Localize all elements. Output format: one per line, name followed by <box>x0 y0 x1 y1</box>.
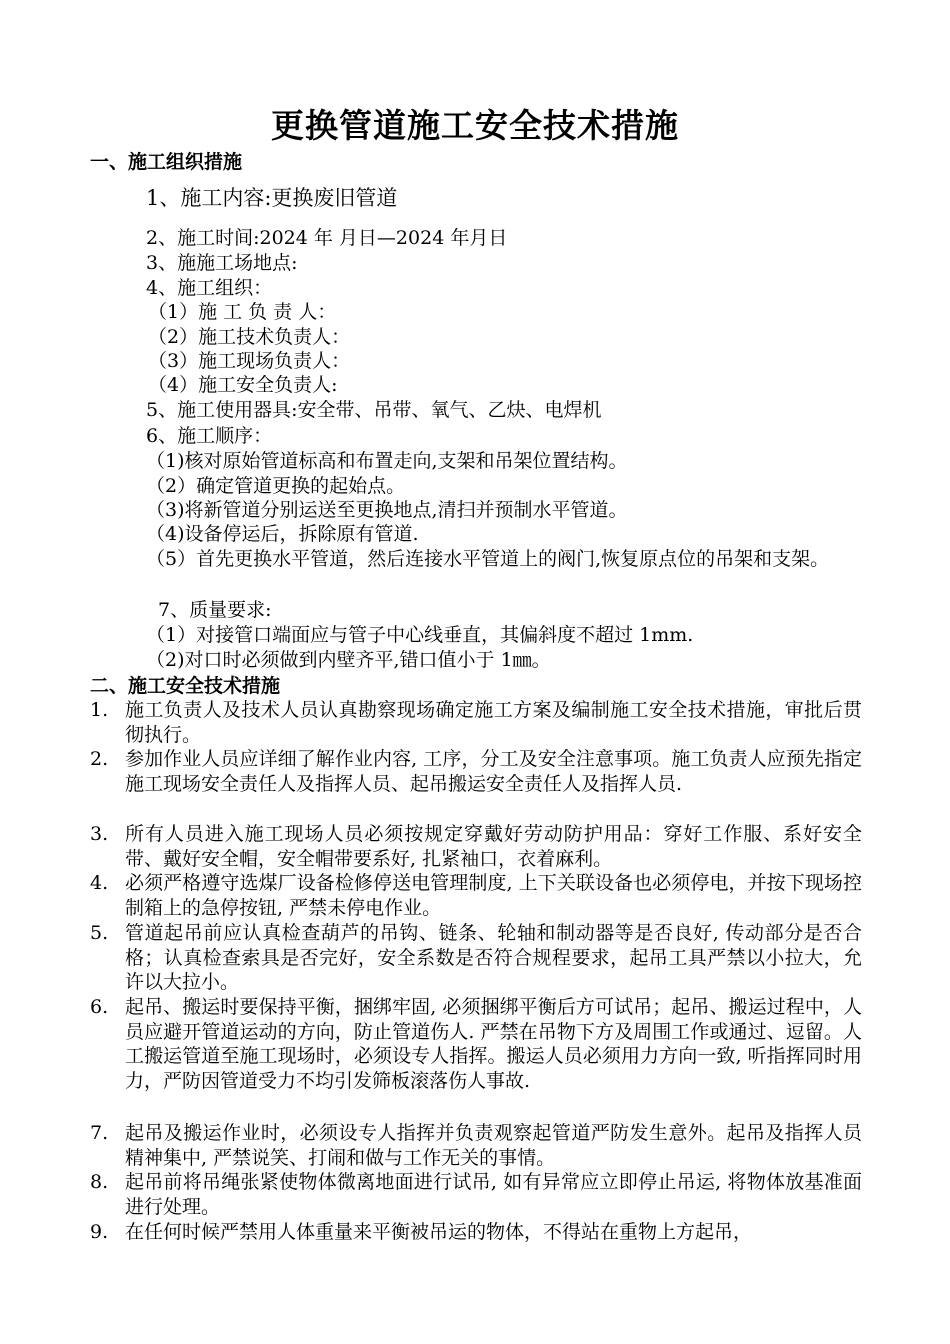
list-item-number: 7. <box>90 1122 109 1144</box>
list-item <box>90 995 862 1093</box>
section-1-line: （3）施工现场负责人： <box>148 350 351 372</box>
list-item <box>90 1170 862 1219</box>
section-1-heading: 一、施工组织措施 <box>90 151 243 173</box>
section-1-line: （4）施工安全负责人: <box>148 374 338 396</box>
section-2-heading: 二、施工安全技术措施 <box>90 675 281 697</box>
list-item <box>90 747 862 796</box>
section-1-line: 3、施施工场地点: <box>146 252 298 274</box>
list-item-number: 5. <box>90 922 109 944</box>
section-1-line: （5）首先更换水平管道，然后连接水平管道上的阀门,恢复原点位的吊架和支架。 <box>146 548 830 570</box>
section-1-line: 4、施工组织： <box>146 277 273 299</box>
section-1-line: （3)将新管道分别运送至更换地点,清扫并预制水平管道。 <box>146 499 628 521</box>
section-1-line: （1）对接管口端面应与管子中心线垂直，其偏斜度不超过 1mm. <box>146 624 694 646</box>
list-item-text: 在任何时候严禁用人体重量来平衡被吊运的物体，不得站在重物上方起吊， <box>125 1221 753 1243</box>
section-1-line: （2）确定管道更换的起始点。 <box>146 475 406 497</box>
list-item-text: 起吊、搬运时要保持平衡，捆绑牢固, 必须捆绑平衡后方可试吊；起吊、搬运过程中，人员应避开管道运动的方向，防止管道伤人. 严禁在吊物下方及周围工作或通过、逗留。人工搬运管道至施工现场时，必须设专人指挥。搬运人员必须用力方向一致, 听指挥同时用力，严防因管道受力不均引发筛板滚落伤人事故. <box>125 996 862 1092</box>
list-item <box>90 1220 862 1245</box>
list-item-number: 3. <box>90 823 109 845</box>
list-item-text: 施工负责人及技术人员认真勘察现场确定施工方案及编制施工安全技术措施，审批后贯彻执行。 <box>125 699 862 746</box>
section-1-line: 5、施工使用器具:安全带、吊带、氧气、乙炔、电焊机 <box>146 399 602 421</box>
section-1-line: 7、质量要求: <box>158 599 272 621</box>
list-item <box>90 921 862 995</box>
list-item-text: 所有人员进入施工现场人员必须按规定穿戴好劳动防护用品：穿好工作服、系好安全带、戴好安全帽，安全帽带要系好, 扎紧袖口，衣着麻利。 <box>125 823 862 870</box>
section-1-line: （2)对口时必须做到内壁齐平,错口值小于 1㎜。 <box>146 649 551 671</box>
list-item-number: 2. <box>90 748 109 770</box>
list-item-text: 起吊及搬运作业时，必须设专人指挥并负责观察起管道严防发生意外。起吊及指挥人员精神集中, 严禁说笑、打闹和做与工作无关的事情。 <box>125 1122 862 1169</box>
section-1-line: （2）施工技术负责人： <box>148 326 351 348</box>
list-item-text: 参加作业人员应详细了解作业内容, 工序，分工及安全注意事项。施工负责人应预先指定施工现场安全责任人及指挥人员、起吊搬运安全责任人及指挥人员. <box>125 748 862 795</box>
list-item <box>90 822 862 871</box>
list-item <box>90 1121 862 1170</box>
section-1-line: 6、施工顺序： <box>146 425 273 447</box>
list-item-number: 4. <box>90 872 109 894</box>
list-item-text: 管道起吊前应认真检查葫芦的吊钩、链条、轮轴和制动器等是否良好, 传动部分是否合格；认真检查索具是否完好，安全系数是否符合规程要求，起吊工具严禁以小拉大，允许以大拉小。 <box>125 922 862 993</box>
list-item <box>90 871 862 920</box>
section-1-line: 2、施工时间:2024 年 月日—2024 年月日 <box>146 227 508 249</box>
section-1-line: （1)核对原始管道标高和布置走向,支架和吊架位置结构。 <box>146 450 628 472</box>
list-item <box>90 698 862 747</box>
list-item-number: 1. <box>90 699 109 721</box>
section-1-line: 1、施工内容:更换废旧管道 <box>146 186 398 210</box>
list-item-text: 起吊前将吊绳张紧使物体微离地面进行试吊, 如有异常应立即停止吊运, 将物体放基准面进行处理。 <box>125 1171 862 1218</box>
section-1-line: （4)设备停运后，拆除原有管道. <box>146 523 419 545</box>
document-title: 更换管道施工安全技术措施 <box>271 106 679 145</box>
section-1-line: （1）施 工 负 责 人： <box>148 301 337 323</box>
list-item-number: 6. <box>90 996 109 1018</box>
list-item-number: 9. <box>90 1221 109 1243</box>
list-item-number: 8. <box>90 1171 109 1193</box>
list-item-text: 必须严格遵守选煤厂设备检修停送电管理制度, 上下关联设备也必须停电，并按下现场控制箱上的急停按钮, 严禁未停电作业。 <box>125 872 862 919</box>
